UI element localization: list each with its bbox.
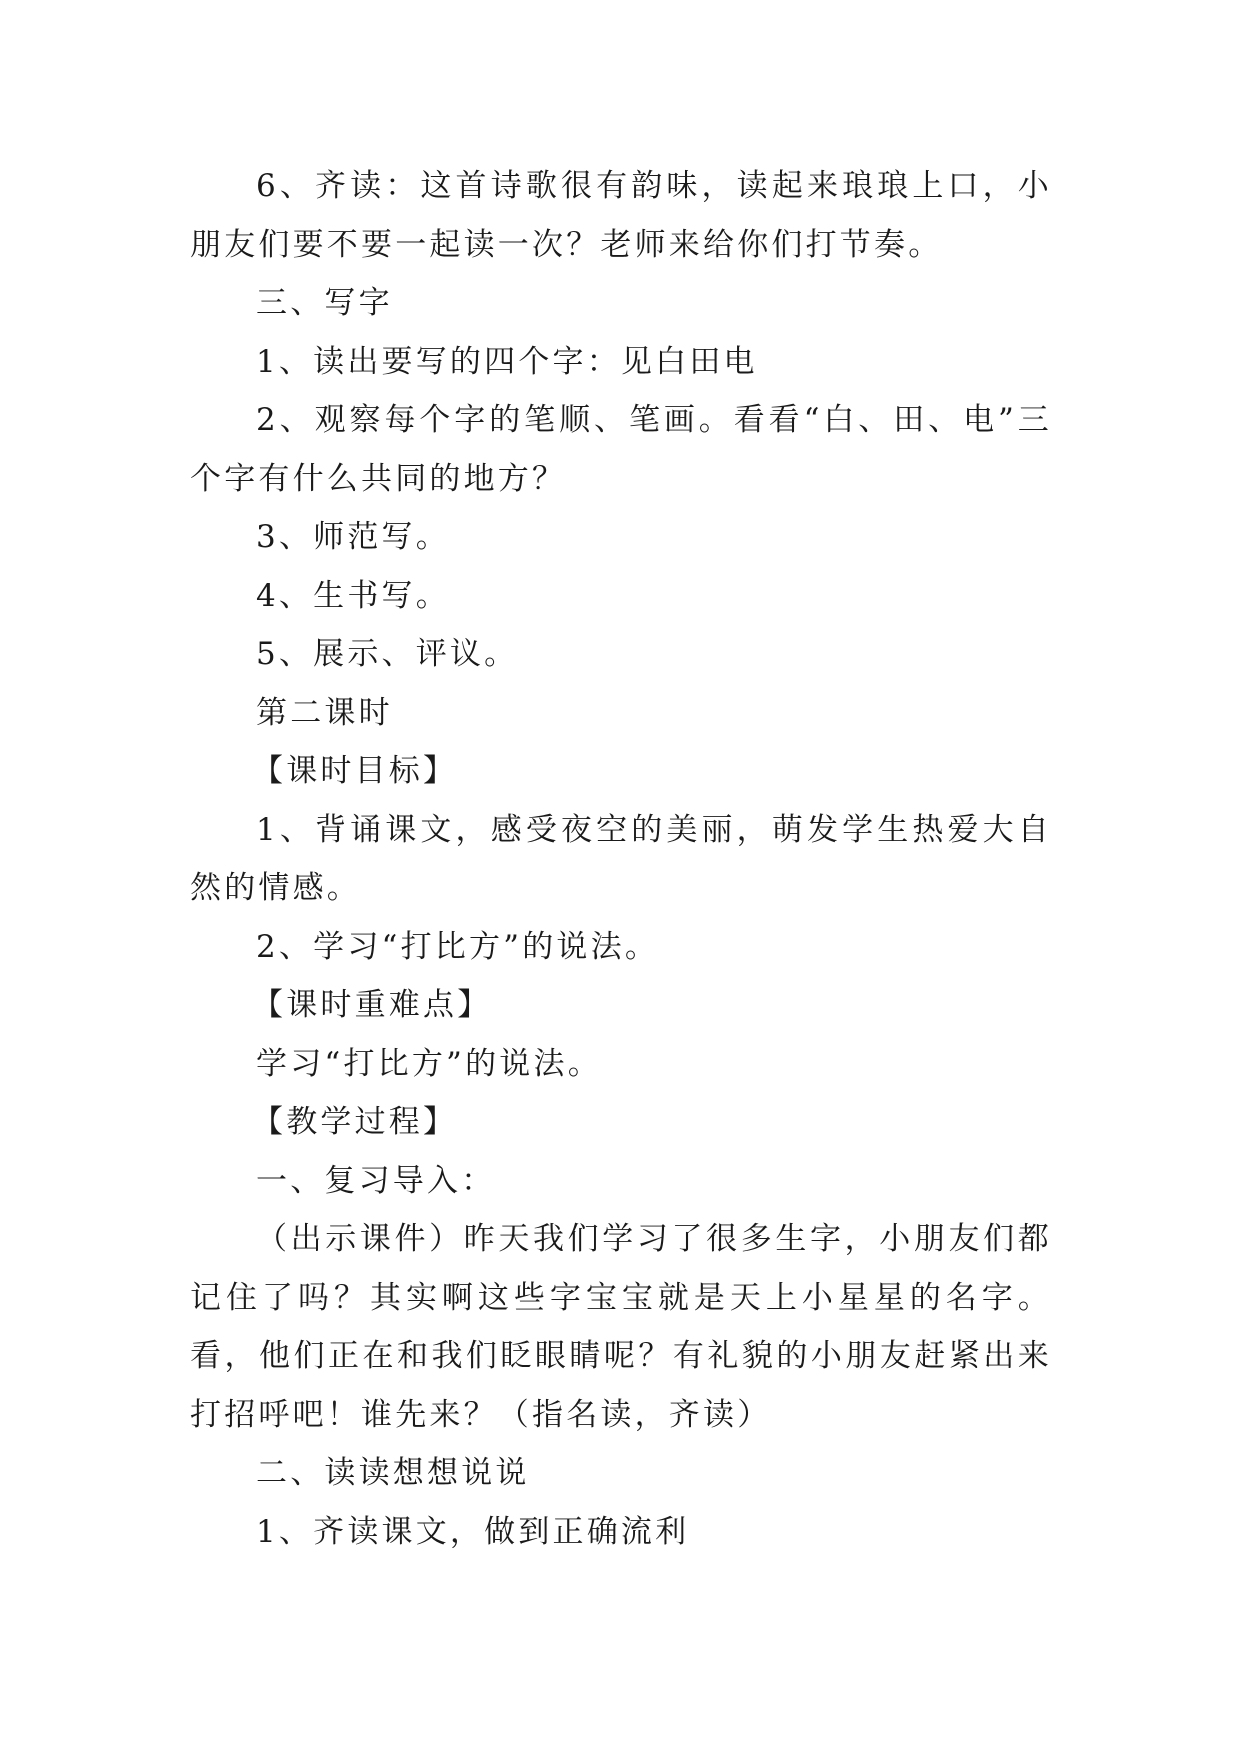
document-body <box>190 157 1052 1561</box>
paragraph-teacher-demo: 3、师范写。 <box>256 519 450 555</box>
paragraph-read-four-characters: 1、读出要写的四个字：见白田电 <box>256 343 758 380</box>
section-heading-review-intro: 一、复习导入： <box>256 1162 496 1199</box>
subheading-key-points: 【课时重难点】 <box>252 987 492 1023</box>
subheading-teaching-process: 【教学过程】 <box>252 1104 458 1140</box>
paragraph-goal-one: 1、背诵课文，感受夜空的美丽，萌发学生热爱大自然的情感。 <box>190 811 1052 906</box>
subheading-lesson-goals: 【课时目标】 <box>252 753 458 789</box>
paragraph-student-write: 4、生书写。 <box>256 577 450 614</box>
section-heading-writing: 三、写字 <box>256 285 393 321</box>
lesson-heading-second-period: 第二课时 <box>256 694 393 731</box>
paragraph-observe-strokes: 2、观察每个字的笔顺、笔画。看看“白、田、电”三个字有什么共同的地方？ <box>190 402 1052 497</box>
paragraph-show-review: 5、展示、评议。 <box>256 636 519 672</box>
paragraph-key-point: 学习“打比方”的说法。 <box>256 1045 602 1082</box>
paragraph-read-text-fluently: 1、齐读课文，做到正确流利 <box>256 1513 690 1550</box>
paragraph-courseware-intro: （出示课件）昨天我们学习了很多生字，小朋友们都记住了吗？其实啊这些字宝宝就是天上小星星的名字。看，他们正在和我们眨眼睛呢？有礼貌的小朋友赶紧出来打招呼吧！谁先来？（指名读，齐读） <box>190 1221 1052 1433</box>
section-heading-read-think-speak: 二、读读想想说说 <box>256 1455 530 1491</box>
paragraph-recite-together: 6、齐读：这首诗歌很有韵味，读起来琅琅上口，小朋友们要不要一起读一次？老师来给你们打节奏。 <box>190 168 1052 263</box>
paragraph-goal-two: 2、学习“打比方”的说法。 <box>256 928 660 965</box>
